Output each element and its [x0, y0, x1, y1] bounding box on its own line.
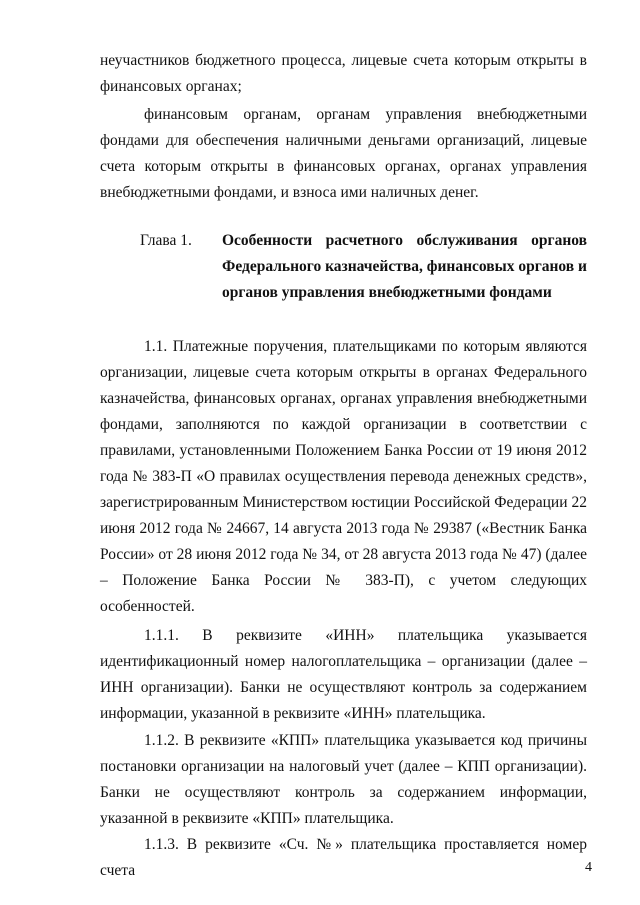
paragraph-1-1-1: 1.1.1. В реквизите «ИНН» плательщика указывается идентификационный номер налогоплательщика – организации (далее – ИНН организации). Банки не осуществляют контроль за содержанием информации, указанной в реквизите «ИНН» плательщика.: [100, 627, 587, 722]
paragraph-financial-bodies: финансовым органам, органам управления внебюджетными фондами для обеспечения наличными деньгами организаций, лицевые счета которым открыты в финансовых органах, органах управления внебюджетными фондами, и взноса ими наличных денег.: [100, 106, 587, 201]
chapter-heading: [100, 228, 587, 306]
paragraph-1-1-2: 1.1.2. В реквизите «КПП» плательщика указывается код причины постановки организации на налоговый учет (далее – КПП организации). Банки не осуществляют контроль за содержанием информации, указанной в реквизите «КПП» плательщика.: [100, 732, 587, 827]
paragraph-nonparticipants: неучастников бюджетного процесса, лицевые счета которым открыты в финансовых органах;: [100, 52, 587, 95]
paragraph-1-1: 1.1. Платежные поручения, плательщиками по которым являются организации, лицевые счета которым открыты в органах Федерального казначейства, финансовых органах, органах управления внебюджетными фондами, заполняются по каждой организации в соответствии с правилами, установленными Положением Банка России от 19 июня 2012 года № 383-П «О правилах осуществления перевода денежных средств», зарегистрированным Министерством юстиции Российской Федерации 22 июня 2012 года № 24667, 14 августа 2013 года № 29387 («Вестник Банка России» от 28 июня 2012 года № 34, от 28 августа 2013 года № 47) (далее – Положение Банка России № 383-П), с учетом следующих особенностей.: [100, 338, 587, 615]
chapter-label: Глава 1.: [140, 232, 192, 249]
paragraph-1-1-3: 1.1.3. В реквизите «Сч. №» плательщика проставляется номер счета: [100, 836, 587, 879]
chapter-title: Особенности расчетного обслуживания органов Федерального казначейства, финансовых органов и органов управления внебюджетными фондами: [222, 232, 587, 301]
page-number: 4: [585, 860, 592, 875]
